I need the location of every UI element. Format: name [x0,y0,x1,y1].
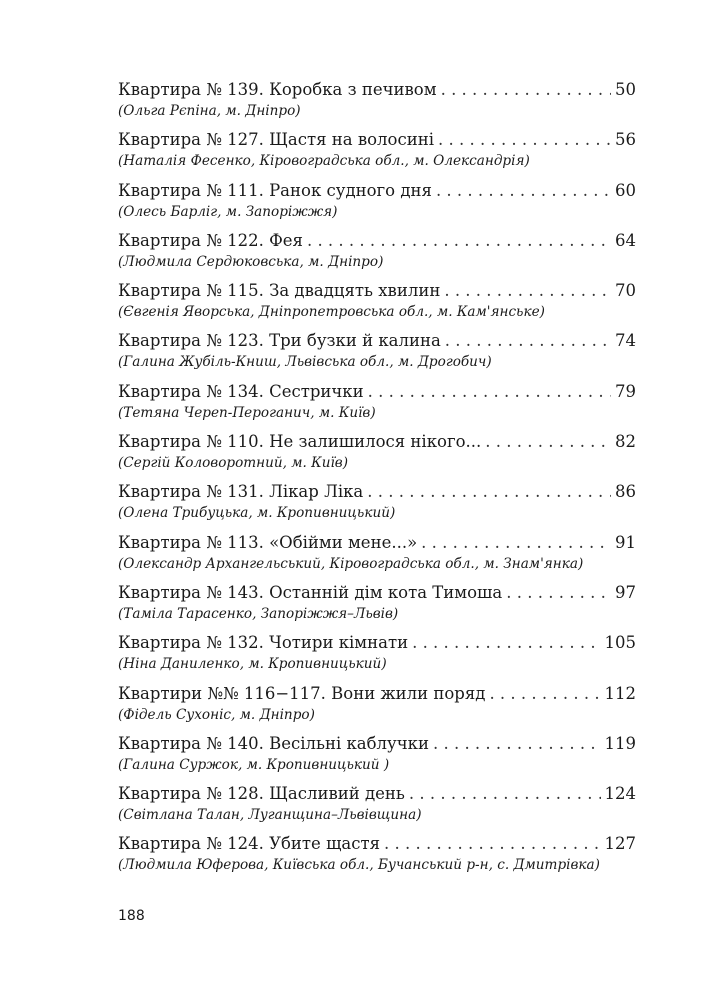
entry-page-number: 127 [604,834,636,854]
dot-leader [368,380,611,404]
dot-leader [367,480,611,504]
entry-author: (Галина Жубіль-Книш, Львівська обл., м. Дрогобич) [118,354,492,371]
entry-page-number: 97 [615,582,636,602]
page-number: 188 [118,908,145,924]
toc-line [118,380,636,404]
entry-author: (Таміла Тарасенко, Запоріжжя–Львів) [118,605,399,622]
entry-author: (Олесь Барліг, м. Запоріжжя) [118,203,338,220]
toc-line [118,631,636,655]
toc-entry [118,380,636,430]
toc-entry [118,682,636,732]
entry-title: Квартира № 140. Весільні каблучки [118,733,429,753]
entry-page-number: 64 [615,230,636,250]
entry-page-number: 60 [615,180,636,200]
table-of-contents [118,78,636,883]
toc-entry [118,430,636,480]
entry-page-number: 74 [615,331,636,351]
entry-author: (Людмила Юферова, Київська обл., Бучанський р-н, с. Дмитрівка) [118,857,600,874]
toc-entry [118,832,636,882]
dot-leader [433,732,601,756]
entry-author: (Сергій Коловоротний, м. Київ) [118,455,349,472]
entry-title: Квартира № 124. Убите щастя [118,834,381,854]
toc-entry [118,329,636,379]
entry-author: (Фідель Сухоніс, м. Дніпро) [118,706,315,723]
dot-leader [412,631,600,655]
toc-entry [118,531,636,581]
toc-entry [118,279,636,329]
entry-title: Квартира № 132. Чотири кімнати [118,633,409,653]
entry-author: (Ніна Даниленко, м. Кропивницький) [118,656,387,673]
toc-line [118,78,636,102]
entry-author: (Тетяна Череп-Пероганич, м. Київ) [118,404,376,421]
entry-title: Квартира № 115. За двадцять хвилин [118,281,441,301]
dot-leader [438,128,611,152]
entry-page-number: 105 [604,633,636,653]
entry-page-number: 124 [604,784,636,804]
toc-line [118,581,636,605]
toc-line [118,682,636,706]
toc-entry [118,782,636,832]
toc-line [118,179,636,203]
toc-entry [118,229,636,279]
toc-line [118,430,636,454]
entry-author: (Людмила Сердюковська, м. Дніпро) [118,253,384,270]
toc-entry [118,732,636,782]
entry-page-number: 86 [615,482,636,502]
entry-author: (Галина Суржок, м. Кропивницький ) [118,756,390,773]
entry-title: Квартира № 123. Три бузки й калина [118,331,441,351]
entry-page-number: 91 [615,532,636,552]
entry-title: Квартира № 139. Коробка з печивом [118,80,437,99]
toc-line [118,531,636,555]
entry-title: Квартири №№ 116−117. Вони жили поряд [118,683,486,703]
entry-title: Квартира № 113. «Обійми мене...» [118,532,418,552]
dot-leader [489,682,600,706]
entry-title: Квартира № 122. Фея [118,230,303,250]
toc-entry [118,128,636,178]
entry-author: (Світлана Талан, Луганщина–Львівщина) [118,807,422,824]
entry-author: (Наталія Фесенко, Кіровоградська обл., м. Олександрія) [118,153,530,170]
toc-line [118,732,636,756]
toc-line [118,329,636,353]
entry-title: Квартира № 110. Не залишилося нікого... [118,432,482,452]
dot-leader [444,279,611,303]
entry-page-number: 119 [604,733,636,753]
entry-page-number: 70 [615,281,636,301]
entry-author: (Олена Трибуцька, м. Кропивницький) [118,505,396,522]
dot-leader [441,78,611,102]
entry-page-number: 112 [604,683,636,703]
toc-line [118,832,636,856]
toc-entry [118,179,636,229]
dot-leader [307,229,611,253]
toc-line [118,229,636,253]
entry-title: Квартира № 128. Щасливий день [118,784,405,804]
entry-page-number: 79 [615,381,636,401]
entry-title: Квартира № 143. Останній дім кота Тимоша [118,582,503,602]
entry-page-number: 82 [615,432,636,452]
dot-leader [506,581,611,605]
dot-leader [384,832,600,856]
dot-leader [421,531,611,555]
toc-entry [118,78,636,128]
toc-line [118,128,636,152]
entry-author: (Ольга Рєпіна, м. Дніпро) [118,103,301,119]
entry-title: Квартира № 127. Щастя на волосині [118,130,434,150]
entry-author: (Олександр Архангельський, Кіровоградська обл., м. Знам'янка) [118,555,584,572]
toc-line [118,279,636,303]
entry-title: Квартира № 111. Ранок судного дня [118,180,432,200]
dot-leader [436,179,611,203]
dot-leader [485,430,611,454]
entry-page-number: 56 [615,130,636,150]
dot-leader [409,782,601,806]
toc-line [118,480,636,504]
toc-entry [118,480,636,530]
entry-author: (Євгенія Яворська, Дніпропетровська обл., м. Кам'янське) [118,304,545,321]
toc-entry [118,581,636,631]
dot-leader [445,329,611,353]
entry-page-number: 50 [615,80,636,99]
entry-title: Квартира № 131. Лікар Ліка [118,482,364,502]
toc-line [118,782,636,806]
toc-entry [118,631,636,681]
entry-title: Квартира № 134. Сестрички [118,381,364,401]
